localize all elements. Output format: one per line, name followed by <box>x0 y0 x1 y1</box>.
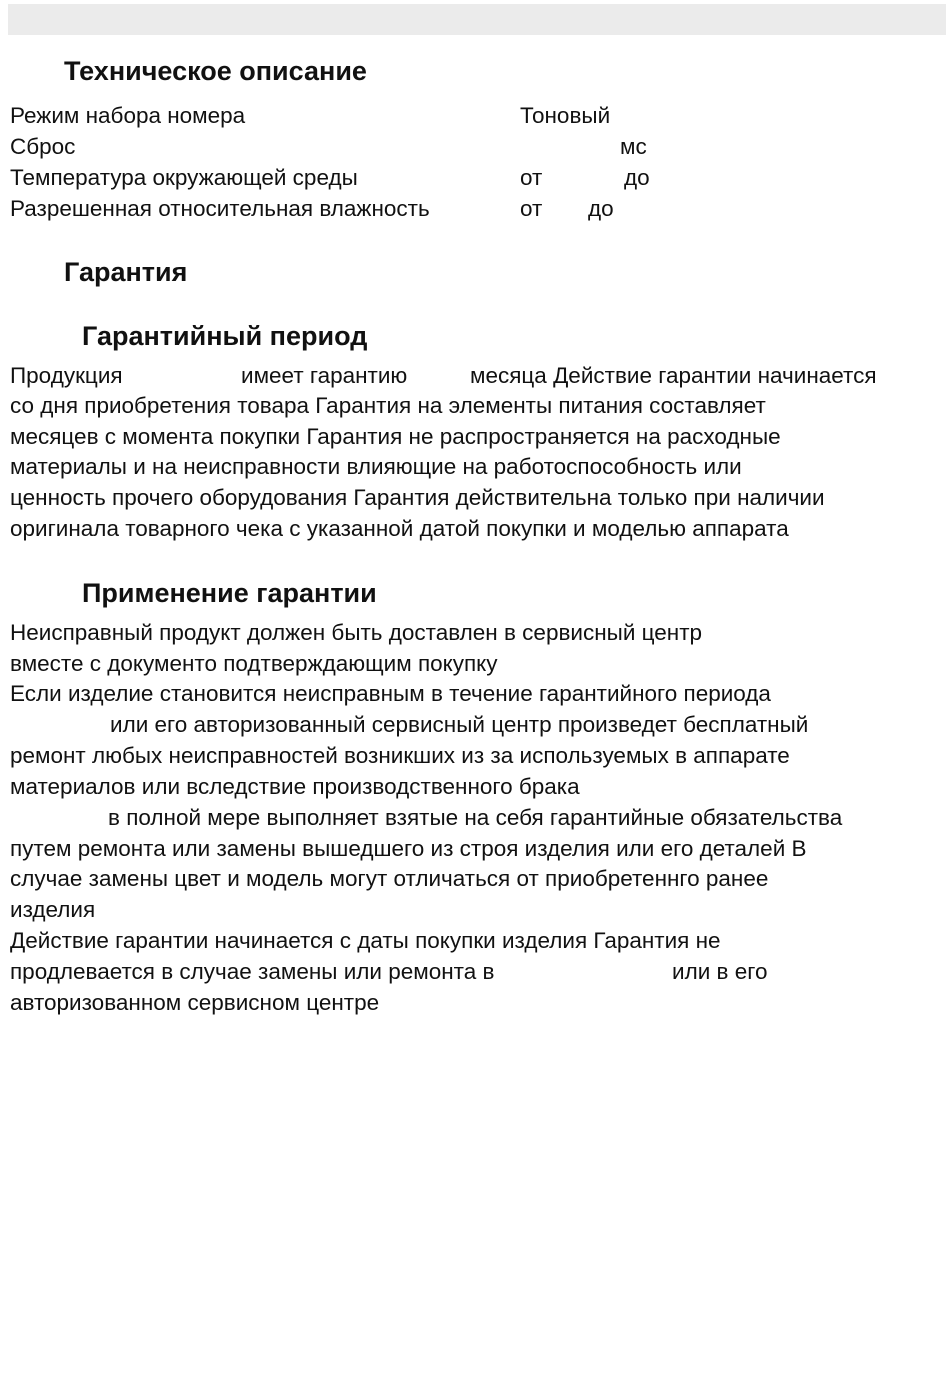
warranty-period-line: материалы и на неисправности влияющие на работоспособность или <box>10 454 742 479</box>
spec-value-dial-mode: Тоновый <box>520 103 611 128</box>
warranty-heading: Гарантия <box>64 257 188 287</box>
warranty-application-line: или в его <box>672 959 768 984</box>
spec-label-temperature: Температура окружающей среды <box>10 165 358 190</box>
warranty-application-line: материалов или вследствие производственного брака <box>10 774 580 799</box>
warranty-application-heading: Применение гарантии <box>82 578 377 608</box>
warranty-application-line: Неисправный продукт должен быть доставлен в сервисный центр <box>10 620 703 645</box>
warranty-period-line: ценность прочего оборудования Гарантия действительна только при наличии <box>10 485 825 510</box>
warranty-period-line: месяцев с момента покупки Гарантия не распространяется на расходные <box>10 424 781 449</box>
spec-label-humidity: Разрешенная относительная влажность <box>10 196 430 221</box>
warranty-application-line: продлевается в случае замены или ремонта в <box>10 959 495 984</box>
warranty-application-line: случае замены цвет и модель могут отличаться от приобретеннго ранее <box>10 866 769 891</box>
warranty-period-line-1a: Продукция <box>10 363 123 388</box>
spec-to-temperature: до <box>624 165 650 190</box>
warranty-period-line: оригинала товарного чека с указанной датой покупки и моделью аппарата <box>10 516 789 541</box>
spec-to-humidity: до <box>588 196 614 221</box>
spec-label-dial-mode: Режим набора номера <box>10 103 246 128</box>
warranty-application-line: вместе с документо подтверждающим покупку <box>10 651 498 676</box>
warranty-period-heading: Гарантийный период <box>82 321 368 351</box>
warranty-application-line: или его авторизованный сервисный центр произведет бесплатный <box>110 712 809 737</box>
spec-label-flash: Сброс <box>10 134 76 159</box>
page-header-bar <box>8 4 946 35</box>
spec-from-temperature: от <box>520 165 543 190</box>
warranty-application-line: путем ремонта или замены вышедшего из строя изделия или его деталей В <box>10 836 807 861</box>
warranty-period-line-1c: месяца Действие гарантии начинается <box>470 363 877 388</box>
warranty-application-line: Действие гарантии начинается с даты покупки изделия Гарантия не <box>10 928 721 953</box>
warranty-application-line: Если изделие становится неисправным в течение гарантийного периода <box>10 681 771 706</box>
warranty-period-line: со дня приобретения товара Гарантия на элементы питания составляет <box>10 393 766 418</box>
warranty-application-line: в полной мере выполняет взятые на себя гарантийные обязательства <box>108 805 843 830</box>
warranty-application-line: изделия <box>10 897 96 922</box>
technical-heading: Техническое описание <box>64 56 367 86</box>
warranty-application-line: авторизованном сервисном центре <box>10 990 380 1015</box>
spec-unit-flash: мс <box>620 134 647 159</box>
warranty-application-line: ремонт любых неисправностей возникших из за используемых в аппарате <box>10 743 790 768</box>
warranty-period-line-1b: имеет гарантию <box>241 363 408 388</box>
spec-from-humidity: от <box>520 196 543 221</box>
